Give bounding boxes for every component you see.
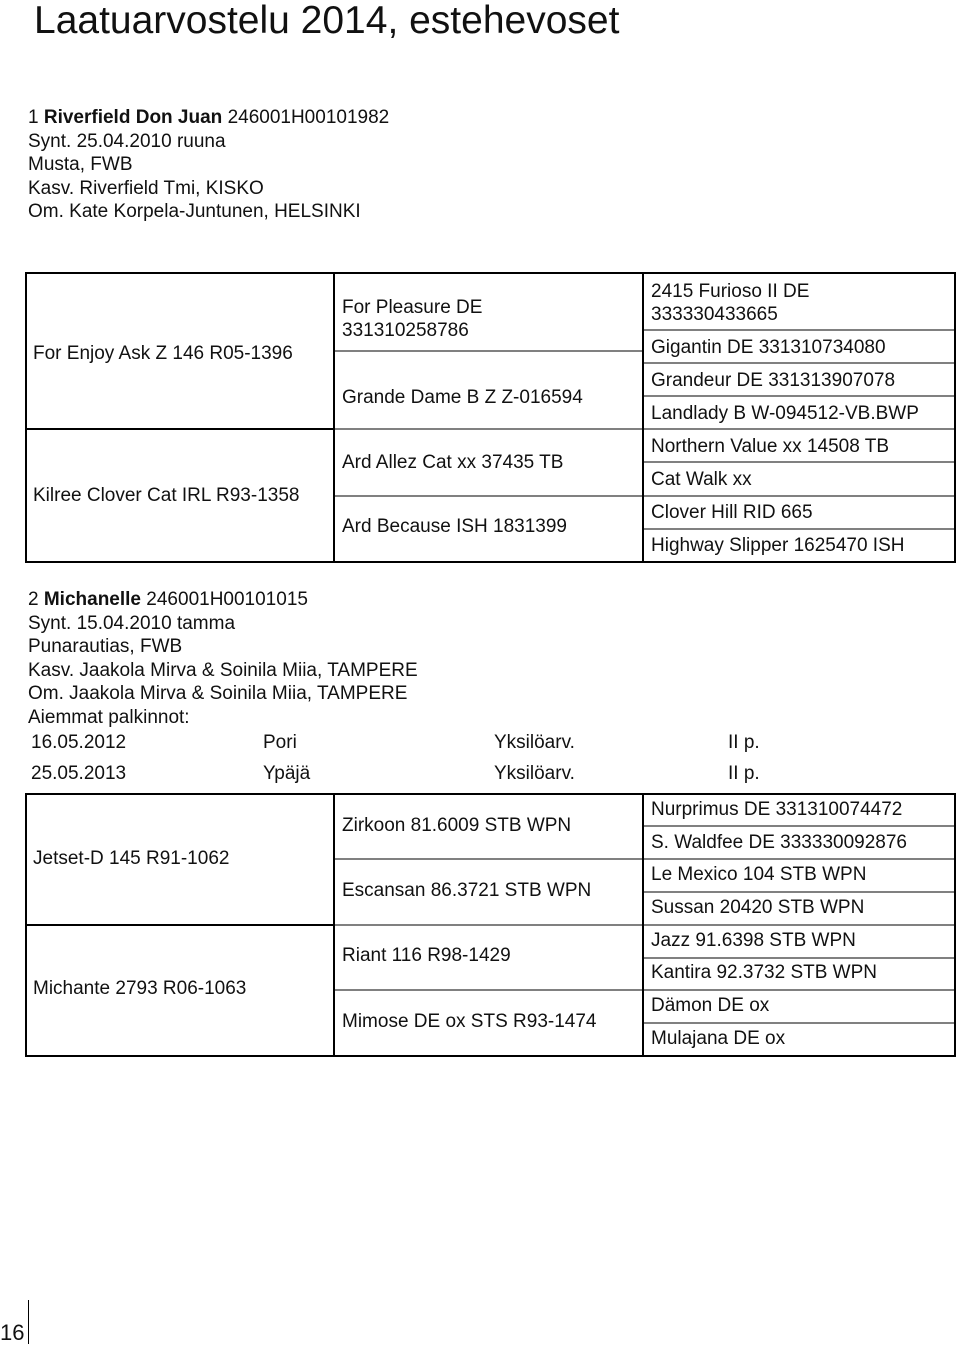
- award-class: Yksilöarv.: [494, 732, 575, 753]
- award-date: 16.05.2012: [31, 732, 127, 753]
- ped1-ddd: Highway Slipper 1625470 ISH: [651, 535, 905, 556]
- horse1-info: [28, 106, 389, 224]
- horse2-number: 2: [28, 589, 39, 610]
- horse1-reg: 246001H00101982: [227, 107, 390, 128]
- ped1-sire: For Enjoy Ask Z 146 R05-1396: [33, 343, 293, 364]
- ped2-dss: Jazz 91.6398 STB WPN: [651, 930, 856, 951]
- award-result: II p.: [728, 732, 760, 753]
- horse1-born: Synt. 25.04.2010 ruuna: [28, 130, 226, 152]
- ped2-sdd: Sussan 20420 STB WPN: [651, 897, 865, 918]
- ped1-ssd: Gigantin DE 331310734080: [651, 337, 886, 358]
- horse2-heading: [28, 588, 418, 612]
- horse2-name: Michanelle: [43, 589, 142, 610]
- ped2-dd: Mimose DE ox STS R93-1474: [342, 1011, 597, 1032]
- award-result: II p.: [728, 763, 760, 784]
- horse2-pedigree-table: [25, 793, 956, 1057]
- ped1-dam: Kilree Clover Cat IRL R93-1358: [33, 485, 300, 506]
- ped1-sd: Grande Dame B Z Z-016594: [342, 387, 583, 408]
- ped2-sd: Escansan 86.3721 STB WPN: [342, 880, 592, 901]
- horse2-owner: Om. Jaakola Mirva & Soinila Miia, TAMPERE: [28, 683, 408, 704]
- award-place: Ypäjä: [263, 763, 311, 784]
- award-class: Yksilöarv.: [494, 763, 575, 784]
- ped2-ddd: Mulajana DE ox: [651, 1028, 786, 1049]
- ped2-sire: Jetset-D 145 R91-1062: [33, 848, 230, 869]
- horse1-heading: [28, 106, 389, 130]
- ped1-dss: Northern Value xx 14508 TB: [651, 436, 889, 457]
- page-number: 16: [0, 1320, 25, 1345]
- ped1-ss: For Pleasure DE 331310258786: [342, 297, 483, 341]
- ped2-dsd: Kantira 92.3732 STB WPN: [651, 962, 877, 983]
- page-margin-line: [28, 1300, 29, 1344]
- horse1-owner: Om. Kate Korpela-Juntunen, HELSINKI: [28, 201, 361, 222]
- award-place: Pori: [263, 732, 297, 753]
- award-date: 25.05.2013: [31, 763, 127, 784]
- ped2-sds: Le Mexico 104 STB WPN: [651, 864, 867, 885]
- ped2-dam: Michante 2793 R06-1063: [33, 978, 247, 999]
- horse1-breeder: Kasv. Riverfield Tmi, KISKO: [28, 177, 264, 199]
- horse2-color: Punarautias, FWB: [28, 636, 183, 657]
- ped2-ss: Zirkoon 81.6009 STB WPN: [342, 815, 572, 836]
- page-title: Laatuarvostelu 2014, estehevoset: [34, 0, 620, 42]
- horse1-number: 1: [28, 107, 39, 128]
- horse2-breeder: Kasv. Jaakola Mirva & Soinila Miia, TAMPERE: [28, 659, 418, 681]
- ped2-dds: Dämon DE ox: [651, 995, 770, 1016]
- ped1-sds: Grandeur DE 331313907078: [651, 370, 896, 391]
- horse1-name: Riverfield Don Juan: [43, 107, 223, 128]
- ped2-sss: Nurprimus DE 331310074472: [651, 799, 903, 820]
- ped1-sdd: Landlady B W-094512-VB.BWP: [651, 403, 919, 424]
- horse2-awards-label: Aiemmat palkinnot:: [28, 706, 190, 728]
- ped1-dd: Ard Because ISH 1831399: [342, 516, 567, 537]
- horse2-info: [28, 588, 418, 729]
- ped1-dsd: Cat Walk xx: [651, 469, 752, 490]
- horse1-color: Musta, FWB: [28, 154, 133, 175]
- ped2-ssd: S. Waldfee DE 333330092876: [651, 832, 907, 853]
- ped1-dds: Clover Hill RID 665: [651, 502, 813, 523]
- ped1-ds: Ard Allez Cat xx 37435 TB: [342, 452, 564, 473]
- horse2-reg: 246001H00101015: [146, 589, 308, 610]
- horse1-pedigree-table: [25, 272, 956, 563]
- ped1-sss: 2415 Furioso II DE 333330433665: [651, 281, 810, 325]
- ped2-ds: Riant 116 R98-1429: [342, 945, 511, 966]
- horse2-born: Synt. 15.04.2010 tamma: [28, 612, 236, 634]
